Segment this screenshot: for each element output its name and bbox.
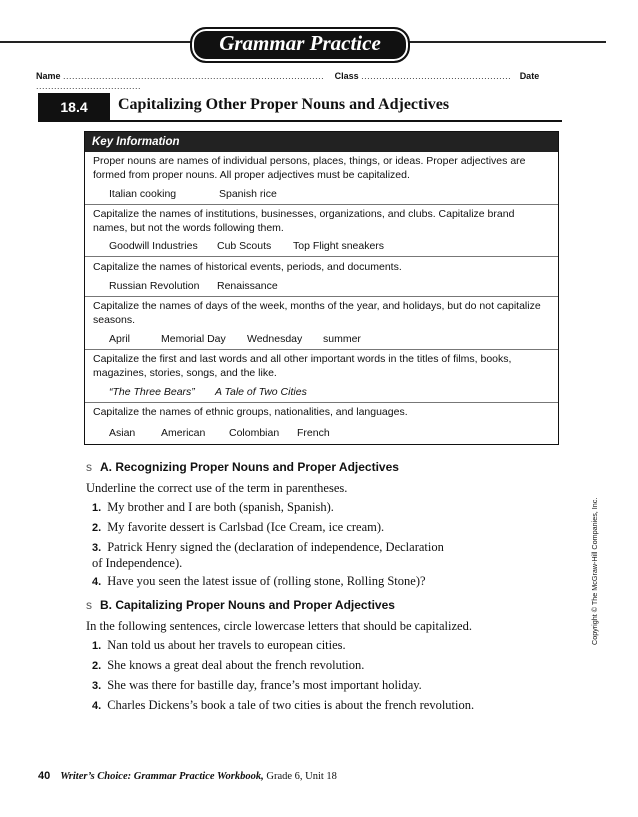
example: “The Three Bears” <box>109 386 195 398</box>
item-text[interactable]: Charles Dickens’s book a tale of two cities is about the french revolution. <box>107 698 475 712</box>
item-number: 1. <box>92 640 102 652</box>
example: French <box>297 427 330 439</box>
item-number: 1. <box>92 502 102 514</box>
item-text[interactable]: My brother and I are both (spanish, Spanish). <box>107 500 334 514</box>
rule-examples <box>109 239 398 253</box>
grammar-practice-banner <box>190 27 410 63</box>
rule-text: Capitalize the names of institutions, businesses, organizations, and clubs. Capitalize brand names, but not the words following them. <box>93 208 515 234</box>
copyright-notice: Copyright © The McGraw-Hill Companies, Inc. <box>590 497 599 645</box>
section-glyph: s <box>86 598 92 612</box>
item-number: 3. <box>92 542 102 554</box>
example: Cub Scouts <box>217 240 272 252</box>
example: summer <box>323 333 361 345</box>
exercise-item <box>92 638 532 654</box>
section-b-heading <box>86 598 395 612</box>
example: Wednesday <box>247 333 303 345</box>
rule-examples <box>109 187 291 201</box>
rule-divider <box>85 349 558 350</box>
item-text[interactable]: Have you seen the latest issue of (rolling stone, Rolling Stone)? <box>107 574 426 588</box>
page-number: 40 <box>38 770 51 782</box>
item-number: 4. <box>92 700 102 712</box>
exercise-item <box>92 574 512 590</box>
page-footer <box>38 770 337 782</box>
item-text[interactable]: Nan told us about her travels to european cities. <box>107 638 346 652</box>
example: Renaissance <box>217 280 278 292</box>
section-a-instruction: Underline the correct use of the term in parentheses. <box>86 481 348 495</box>
rule-examples <box>109 385 321 399</box>
lesson-title: Capitalizing Other Proper Nouns and Adjectives <box>118 96 450 113</box>
section-b-title: B. Capitalizing Proper Nouns and Proper Adjectives <box>100 598 395 612</box>
lesson-rule <box>38 120 562 122</box>
rule-text: Capitalize the first and last words and all other important words in the titles of films, books, magazines, stories, songs, and the like. <box>93 353 512 379</box>
item-text[interactable]: She knows a great deal about the french revolution. <box>107 658 365 672</box>
example: Colombian <box>229 427 280 439</box>
example: Italian cooking <box>109 188 177 200</box>
exercise-item <box>92 540 452 571</box>
rule-divider <box>85 296 558 297</box>
date-field[interactable]: ................................... <box>36 81 142 91</box>
example: Spanish rice <box>219 188 277 200</box>
header-rule-left <box>0 41 192 43</box>
example: Memorial Day <box>161 333 226 345</box>
class-label: Class <box>334 71 359 81</box>
grade-unit: Grade 6, Unit 18 <box>266 771 337 782</box>
lesson-number: 18.4 <box>38 93 110 121</box>
name-label: Name <box>36 71 61 81</box>
rule-examples <box>109 279 292 293</box>
exercise-item <box>92 500 472 516</box>
rule-examples <box>109 426 344 440</box>
rule-text: Capitalize the names of days of the week, months of the year, and holidays, but do not capitalize seasons. <box>93 300 541 326</box>
exercise-item <box>92 698 532 714</box>
item-text[interactable]: She was there for bastille day, france’s most important holiday. <box>107 678 422 692</box>
item-number: 2. <box>92 660 102 672</box>
item-number: 2. <box>92 522 102 534</box>
rule-text: Proper nouns are names of individual persons, places, things, or ideas. Proper adjectives are formed from proper nouns. All proper adjectives must be capitalized. <box>93 155 526 181</box>
date-label: Date <box>519 71 540 81</box>
item-number: 4. <box>92 576 102 588</box>
lesson-bar <box>38 93 562 121</box>
example: Top Flight sneakers <box>293 240 385 252</box>
example: Goodwill Industries <box>109 240 198 252</box>
exercise-item <box>92 678 532 694</box>
item-number: 3. <box>92 680 102 692</box>
header-rule-right <box>404 41 606 43</box>
example: Asian <box>109 427 136 439</box>
exercise-item <box>92 658 532 674</box>
section-a-heading <box>86 460 399 474</box>
rule-divider <box>85 402 558 403</box>
rule-divider <box>85 256 558 257</box>
rule-text: Capitalize the names of ethnic groups, nationalities, and languages. <box>93 406 408 418</box>
rule-examples <box>109 332 375 346</box>
item-text[interactable]: My favorite dessert is Carlsbad (Ice Cream, ice cream). <box>107 520 385 534</box>
book-title: Writer’s Choice: Grammar Practice Workbook, <box>60 771 264 782</box>
section-glyph: s <box>86 460 92 474</box>
name-field[interactable]: ....................................................................................... <box>63 71 325 81</box>
name-class-date-row <box>36 71 638 91</box>
banner-title: Grammar Practice <box>219 31 381 55</box>
example: A Tale of Two Cities <box>215 386 307 398</box>
key-information-heading: Key Information <box>85 132 558 152</box>
example: Russian Revolution <box>109 280 200 292</box>
key-information-box <box>84 131 559 445</box>
example: American <box>161 427 206 439</box>
example: April <box>109 333 131 345</box>
rule-text: Capitalize the names of historical events, periods, and documents. <box>93 261 402 273</box>
section-a-title: A. Recognizing Proper Nouns and Proper Adjectives <box>100 460 399 474</box>
section-b-instruction: In the following sentences, circle lowercase letters that should be capitalized. <box>86 619 472 633</box>
exercise-item <box>92 520 472 536</box>
rule-divider <box>85 204 558 205</box>
item-text[interactable]: Patrick Henry signed the (declaration of independence, Declaration of Independence). <box>92 540 444 570</box>
class-field[interactable]: .................................................. <box>361 71 512 81</box>
